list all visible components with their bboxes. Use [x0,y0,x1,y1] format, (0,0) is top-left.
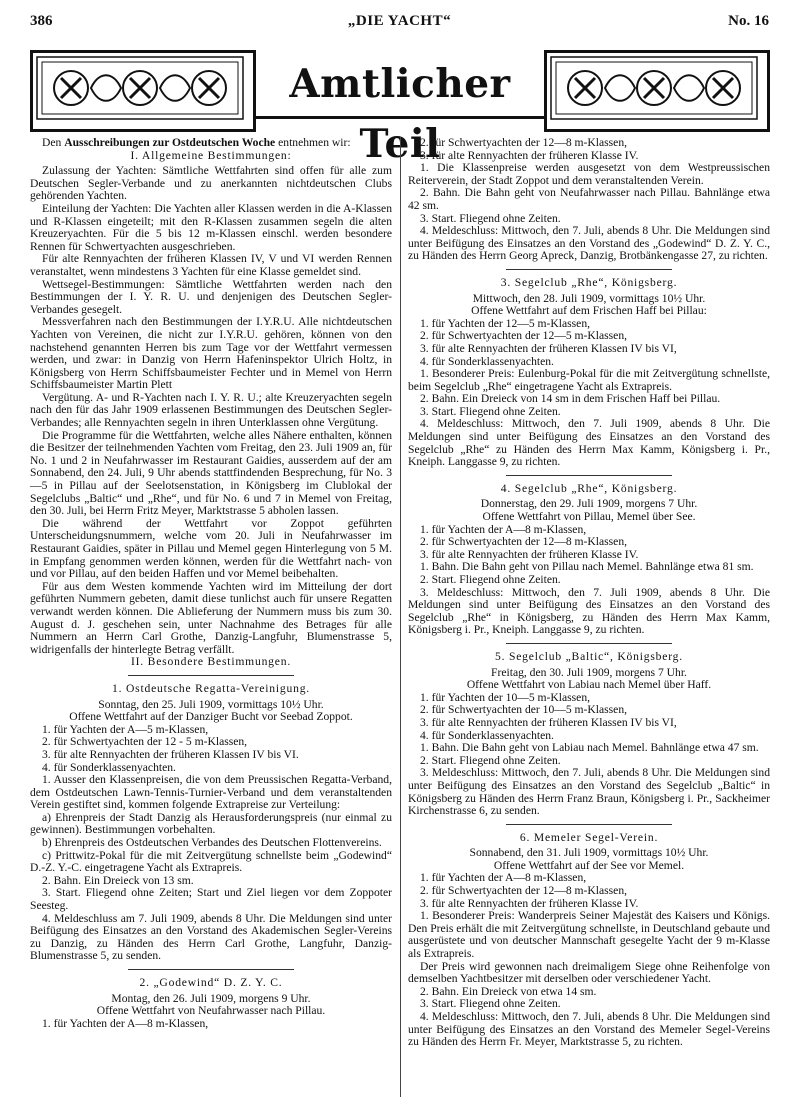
paragraph: Messverfahren nach den Bestimmungen der I.Y.R.U. Alle nichtdeutschen Yachten von Vereinen, die nicht zur I.Y.R.U. gehören, können von den nachstehend genannten Herren bis zum Tage vor der Wettfahrt vermessen werden, und zwar: in Danzig von Herrn Hafeninspektor Ulrich Holtz, in Königsberg von Herrn Schiffsbaumeister Fechter und in Memel von Herrn Schiffsbaumeister Martin Plett [30,315,392,392]
paragraph: 2. Bahn. Ein Dreieck von 13 sm. [42,873,194,887]
paragraph: 4. Meldeschluss: Mittwoch, den 7. Juli, abends 8 Uhr. Die Meldungen sind unter Beifügung des Einsatzes an den Vorstand des „Godewind“ D. Z. Y. C., zu Händen des Herrn Georg Apreck, Danzig, Brotbänkengasse 27, zu richten. [408,224,770,263]
list-item: 4. für Sonderklassenyachten. [420,354,554,368]
paragraph: Einteilung der Yachten: Die Yachten aller Klassen werden in die A-Klassen und R-Klassen eingeteilt; mit den R-Klassen zusammen segeln die alten Kreuzeryachten. Für die 5 bis 12 m-Klassen einschl. werden besondere Rennen für Schwertyachten ausgeschrieben. [30,201,392,253]
section-rule [506,269,673,270]
paragraph: 2. Bahn. Ein Dreieck von 14 sm in dem Frischen Haff bei Pillau. [420,392,721,406]
list-item: 2. für Schwertyachten der 12—8 m-Klassen, [420,535,628,549]
list-item: 3. für alte Rennyachten der früheren Klassen IV bis VI, [420,715,677,729]
intro-text-c: entnehmen wir: [278,136,351,149]
section-title: 6. Memeler Segel-Verein. [519,830,659,844]
section-subtitle: Offene Wettfahrt auf der Danziger Bucht vor Seebad Zoppot. [69,710,353,724]
list-item: 1. für Yachten der A—8 m-Klassen, [420,522,587,536]
page-number: 386 [30,13,53,29]
paragraph: 3. Start. Fliegend ohne Zeiten. [420,404,561,418]
paragraph: 1. Besonderer Preis: Eulenburg-Pokal für die mit Zeitvergütung schnellste, beim Segelclub „Rhe“ eingetragene Yacht als Extrapreis. [408,367,770,393]
list-item: 3. für alte Rennyachten der früheren Klasse IV. [420,148,639,162]
list-item: 3. für alte Rennyachten der früheren Klassen IV bis VI. [42,747,299,761]
paragraph: 1. Die Klassenpreise werden ausgesetzt von dem Westpreussischen Reiterverein, der Stadt Zoppot und dem veranstaltenden Verein. [408,161,770,187]
paragraph: 1. Bahn. Die Bahn geht von Labiau nach Memel. Bahnlänge etwa 47 sm. [420,741,759,755]
paragraph: 4. Meldeschluss am 7. Juli 1909, abends 8 Uhr. Die Meldungen sind unter Beifügung des Einsatzes an den Vorstand des Akademischen Segler-Vereins zu Danzig, zu Händen des Herrn Carl Grothe, Langfuhr, Danzig-Blumenstrasse 5, zu senden. [30,911,392,963]
paragraph: Wettsegel-Bestimmungen: Sämtliche Wettfahrten werden nach den Bestimmungen der I. Y. R. U. und denjenigen des Deutschen Segler-Verbandes gesegelt. [30,277,392,316]
journal-title: „DIE YACHT“ [347,13,452,29]
section-title: 5. Segelclub „Baltic“, Königsberg. [495,649,683,663]
section-date: Montag, den 26. Juli 1909, morgens 9 Uhr. [111,991,311,1005]
paragraph: Für alte Rennyachten der früheren Klassen IV, V und VI werden Rennen veranstaltet, wenn mindestens 3 Yachten für eine Klasse gemeldet sind. [30,252,392,278]
section-title: 1. Ostdeutsche Regatta-Vereinigung. [112,681,310,695]
paragraph: 1. Besonderer Preis: Wanderpreis Seiner Majestät des Kaisers und Königs. Den Preis erhält die mit Zeitvergütung schnellste, in Deutschland gebaute und ausgerüstete und von deutscher Mannschaft gesegelte Yacht der 9 m-Klasse als Extrapreis. [408,909,770,961]
list-item: 3. für alte Rennyachten der früheren Klasse IV. [420,896,639,910]
right-column [408,137,770,1049]
left-column [30,137,392,1030]
column-divider [400,137,401,1097]
paragraph: Die während der Wettfahrt vor Zoppot geführten Unterscheidungsnummern, welche vom 20. Juli in Neufahrwasser im Restaurant Gaidies, später in Pillau und Memel gegen Hinterlegung von 5 M. in Empfang genommen werden können, werden für die Wettfahrt nach- von und vor Pillau, auf den beiden Haffen und vor Memel beibehalten. [30,516,392,581]
paragraph: 3. Meldeschluss: Mittwoch, den 7. Juli, abends 8 Uhr. Die Meldungen sind unter Beifügung des Einsatzes an den Vorstand des Segelclub „Baltic“ in Königsberg zu Händen des Herrn Franz Braun, Königsberg i. Pr., Sackheimer Kirchenstrasse 6, zu senden. [408,766,770,818]
paragraph: Der Preis wird gewonnen nach dreimaligem Siege ohne Reihenfolge von demselben Yachtbesitzer mit derselben oder verschiedener Yacht. [408,959,770,986]
ornament-left [30,50,256,132]
section-date: Sonntag, den 25. Juli 1909, vormittags 10½ Uhr. [98,697,324,711]
paragraph: c) Prittwitz-Pokal für die mit Zeitvergütung schnellste beim „Godewind“ D.-Z. Y.-C. eingetragene Yacht als Extrapreis. [30,848,392,875]
intro-text-bold: Ausschreibungen zur Ostdeutschen Woche [64,136,276,149]
list-item: 2. für Schwertyachten der 12—8 m-Klassen, [420,136,628,149]
section-subtitle: Offene Wettfahrt auf dem Frischen Haff bei Pillau: [471,304,707,318]
paragraph: Zulassung der Yachten: Sämtliche Wettfahrten sind offen für alle zum Deutschen Segler-Verbande und zu anerkannten nichtdeutschen Clubs gehörenden Yachten. [30,164,392,203]
section-subtitle: Offene Wettfahrt von Neufahrwasser nach Pillau. [96,1004,326,1018]
list-item: 1. für Yachten der A—8 m-Klassen, [42,1016,209,1030]
list-item: 2. für Schwertyachten der 12—5 m-Klassen, [420,329,628,343]
paragraph: b) Ehrenpreis des Ostdeutschen Verbandes des Deutschen Flottenvereins. [42,836,382,850]
section-title: 4. Segelclub „Rhe“, Königsberg. [500,481,678,495]
paragraph: 2. Start. Fliegend ohne Zeiten. [420,753,561,767]
section-subtitle: Offene Wettfahrt von Labiau nach Memel über Haff. [466,678,712,692]
ornament-left-graphic [33,53,247,123]
list-item: 1. für Yachten der 10—5 m-Klassen, [420,690,591,704]
list-item: 1. für Yachten der A—5 m-Klassen, [42,722,209,736]
section-date: Mittwoch, den 28. Juli 1909, vormittags 10½ Uhr. [472,291,706,305]
ornament-right [544,50,770,132]
issue-number: No. 16 [728,13,769,29]
paragraph: 1. Bahn. Die Bahn geht von Pillau nach Memel. Bahnlänge etwa 81 sm. [420,560,754,574]
list-item: 2. für Schwertyachten der 12 - 5 m-Klassen, [42,735,248,749]
intro-line [30,137,392,150]
ornament-right-graphic [547,53,761,123]
paragraph: 2. Start. Fliegend ohne Zeiten. [420,573,561,586]
paragraph: 3. Start. Fliegend ohne Zeiten. [420,997,561,1011]
section-date: Freitag, den 30. Juli 1909, morgens 7 Uhr. [491,665,687,679]
intro-text-a: Den [42,136,62,149]
list-item: 2. für Schwertyachten der 12—8 m-Klassen, [420,884,628,898]
section-title: 2. „Godewind“ D. Z. Y. C. [139,976,283,989]
heading-special-rules: II. Besondere Bestimmungen. [130,655,292,669]
heading-general-rules: I. Allgemeine Bestimmungen: [130,148,292,162]
list-item: 4. für Sonderklassenyachten. [420,728,554,742]
section-date: Donnerstag, den 29. Juli 1909, morgens 7 Uhr. [480,497,698,511]
paragraph: 4. Meldeschluss: Mittwoch, den 7. Juli 1909, abends 8 Uhr. Die Meldungen sind unter Beifügung des Einsatzes an den Vorstand des Segelclub „Rhe“ zu Händen des Herrn Max Kamm, Königsberg i. Pr., Kneiph. Langgasse 9, zu richten. [408,417,770,469]
paragraph: Für aus dem Westen kommende Yachten wird im Mitteilung der dort geführten Nummern gebeten, damit diese tunlichst auch für unsere Regatten verwandt werden können. Die Ablieferung der Nummern muss bis zum 30. August d. J. geschehen sein, unter Nachnahme des Betrages für alle Nummern an Herrn Carl Grothe, Danzig-Langfuhr, Blumenstrasse 5, widrigenfalls der hinterlegte Betrag verfällt. [30,579,392,656]
section-rule [128,675,295,676]
list-item: 3. für alte Rennyachten der früheren Klassen IV bis VI, [420,341,677,355]
list-item: 1. für Yachten der 12—5 m-Klassen, [420,316,591,330]
banner-title: Amtlicher Teil [289,61,511,167]
list-item: 2. für Schwertyachten der 10—5 m-Klassen, [420,703,628,717]
paragraph: Die Programme für die Wettfahrten, welche alles Nähere enthalten, können die Besitzer der teilnehmenden Yachten vom Freitag, den 23. Juli 1909 an, für No. 1 und 2 in Neufahrwasser im Restaurant Gaidies, ausserdem auf der am Sonnabend, den 24. Juli, 9 Uhr abends stattfindenden Besprechung, für No. 3—5 in Pillau auf der Seelotsenstation, in Königsberg im Clublokal der Segelclubs „Baltic“ und „Rhe“, und für No. 6 und 7 in Memel von Freitag, den 30. Juli, bei Herrn Fritz Meyer, Marktstrasse 5 abholen lassen. [30,428,392,518]
section-subtitle: Offene Wettfahrt auf der See vor Memel. [493,858,685,872]
section-rule [506,643,673,644]
paragraph: 2. Bahn. Ein Dreieck von etwa 14 sm. [420,984,597,998]
paragraph: 3. Meldeschluss: Mittwoch, den 7. Juli 1909, abends 8 Uhr. Die Meldungen sind unter Beifügung des Einsatzes an den Vorstand des Segelclub „Rhe“ in Königsberg, zu Händen des Herrn Max Kamm, Königsberg i. Pr., Kneiph. Langgasse 9, zu richten. [408,585,770,637]
paragraph: 3. Start. Fliegend ohne Zeiten. [420,211,561,225]
section-title: 3. Segelclub „Rhe“, Königsberg. [500,275,678,289]
section-rule [506,475,673,476]
list-item: 3. für alte Rennyachten der früheren Klasse IV. [420,547,639,561]
section-rule [128,969,295,970]
section-rule [506,824,673,825]
section-date: Sonnabend, den 31. Juli 1909, vormittags 10½ Uhr. [469,846,709,860]
section-subtitle: Offene Wettfahrt von Pillau, Memel über See. [482,510,696,524]
list-item: 4. für Sonderklassenyachten. [42,760,176,774]
paragraph: 3. Start. Fliegend ohne Zeiten; Start und Ziel liegen vor dem Zoppoter Seesteg. [30,886,392,913]
paragraph: 2. Bahn. Die Bahn geht von Neufahrwasser nach Pillau. Bahnlänge etwa 42 sm. [408,186,770,212]
paragraph: 1. Ausser den Klassenpreisen, die von dem Preussischen Regatta-Verband, dem Ostdeutschen Lawn-Tennis-Turnier-Verband und dem veranstaltenden Verein gestiftet sind, kommen folgende Extrapreise zur Verteilung: [30,773,392,812]
paragraph: a) Ehrenpreis der Stadt Danzig als Herausforderungspreis (nur einmal zu gewinnen). Bestimmungen vorbehalten. [30,810,392,837]
list-item: 1. für Yachten der A—8 m-Klassen, [420,871,587,885]
paragraph: 4. Meldeschluss: Mittwoch, den 7. Juli, abends 8 Uhr. Die Meldungen sind unter Beifügung des Einsatzes an den Vorstand des Memeler Segel-Vereins zu Händen des Herrn Fr. Meyer, Marktstrasse 5, zu richten. [408,1010,770,1049]
paragraph: Vergütung. A- und R-Yachten nach I. Y. R. U.; alte Kreuzeryachten segeln nach den für das Jahr 1909 erlassenen Bestimmungen des Deutschen Segler-Verbandes; alle Rennyachten segeln in ihren Unterklassen ohne Vergütung. [30,390,392,430]
banner-title-rule [256,116,544,119]
running-header [30,13,769,35]
